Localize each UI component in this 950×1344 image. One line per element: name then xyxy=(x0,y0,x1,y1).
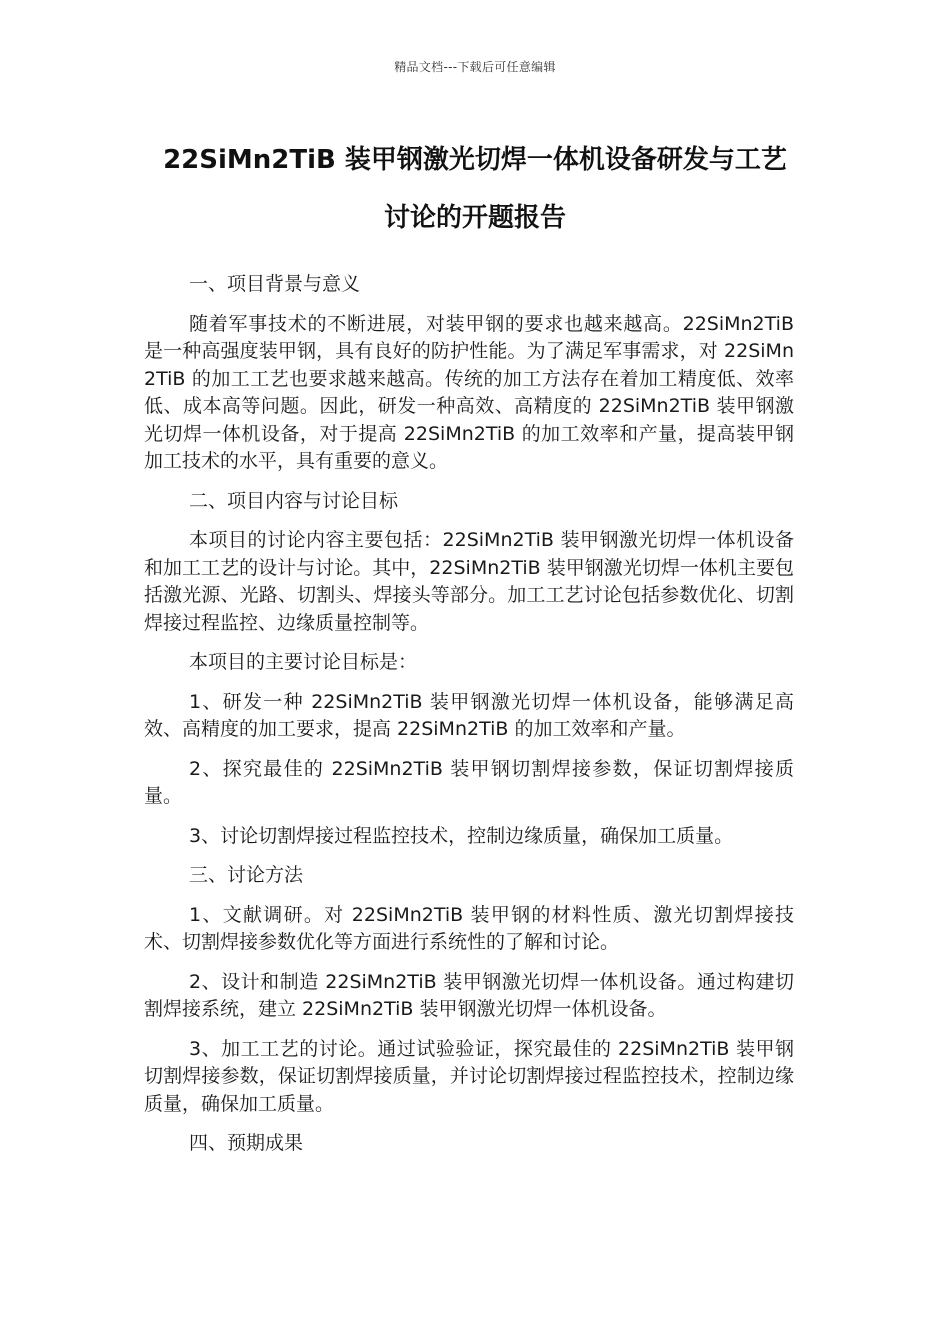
section-heading-content-goals: 二、项目内容与讨论目标 xyxy=(189,489,399,512)
paragraph-goals-intro: 本项目的主要讨论目标是： xyxy=(189,651,418,673)
section-heading-expected-results: 四、预期成果 xyxy=(189,1132,304,1154)
list-item-goal-1: 1、研发一种 22SiMn2TiB 装甲钢激光切焊一体机设备，能够满足高效、高精度的加工要求，提高 22SiMn2TiB 的加工效率和产量。 xyxy=(144,690,794,740)
header-note: 精品文档---下载后可任意编辑 xyxy=(394,60,556,74)
section-heading-methods: 三、讨论方法 xyxy=(189,864,304,886)
document-title-line-1: 22SiMn2TiB 装甲钢激光切焊一体机设备研发与工艺 xyxy=(163,145,787,175)
paragraph-content: 本项目的讨论内容主要包括：22SiMn2TiB 装甲钢激光切焊一体机设备和加工工艺的设计与讨论。其中，22SiMn2TiB 装甲钢激光切焊一体机主要包括激光源、光路、切割头、焊接头等部分。加工工艺讨论包括参数优化、切割焊接过程监控、边缘质量控制等。 xyxy=(144,529,794,634)
document-body xyxy=(144,271,794,1170)
list-item-method-3: 3、加工工艺的讨论。通过试验验证，探究最佳的 22SiMn2TiB 装甲钢切割焊接参数，保证切割焊接质量，并讨论切割焊接过程监控技术，控制边缘质量，确保加工质量。 xyxy=(144,1037,794,1115)
list-item-goal-2: 2、探究最佳的 22SiMn2TiB 装甲钢切割焊接参数，保证切割焊接质量。 xyxy=(144,757,794,807)
list-item-method-2: 2、设计和制造 22SiMn2TiB 装甲钢激光切焊一体机设备。通过构建切割焊接系统，建立 22SiMn2TiB 装甲钢激光切焊一体机设备。 xyxy=(144,970,794,1020)
section-heading-background: 一、项目背景与意义 xyxy=(189,273,361,295)
paragraph-background: 随着军事技术的不断进展，对装甲钢的要求也越来越高。22SiMn2TiB 是一种高强度装甲钢，具有良好的防护性能。为了满足军事需求，对 22SiMn2TiB 的加工工艺也要求越来越高。传统的加工方法存在着加工精度低、效率低、成本高等问题。因此，研发一种高效、高精度的 22SiMn2TiB 装甲钢激光切焊一体机设备，对于提高 22SiMn2TiB 的加工效率和产量，提高装甲钢加工技术的水平，具有重要的意义。 xyxy=(144,312,794,472)
list-item-goal-3: 3、讨论切割焊接过程监控技术，控制边缘质量，确保加工质量。 xyxy=(189,824,734,847)
list-item-method-1: 1、文献调研。对 22SiMn2TiB 装甲钢的材料性质、激光切割焊接技术、切割焊接参数优化等方面进行系统性的了解和讨论。 xyxy=(144,903,794,953)
document-title-line-2: 讨论的开题报告 xyxy=(383,203,566,233)
